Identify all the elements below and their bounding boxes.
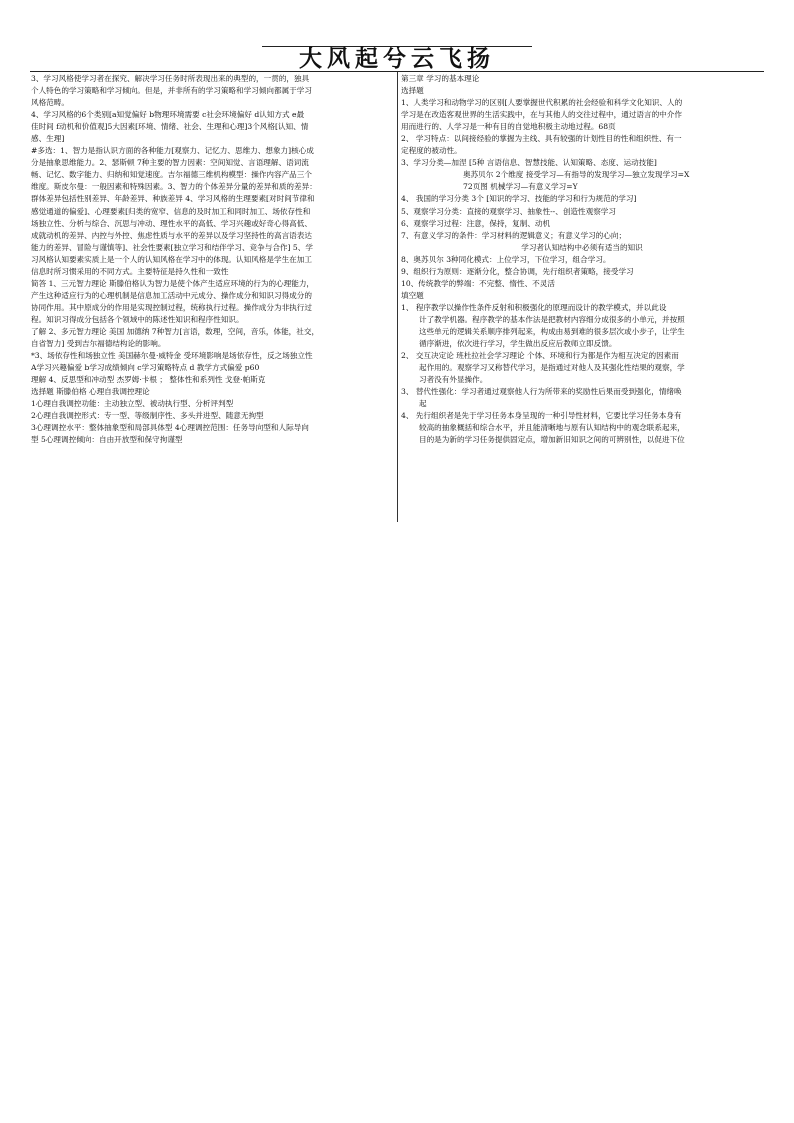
text-line: 第三章 学习的基本理论 (401, 74, 480, 83)
text-line: 2、 交互决定论 班杜拉社会学习理论 个体、环境和行为都是作为相互决定的因素而 (401, 351, 679, 361)
text-line: 起 (419, 399, 427, 409)
text-line: 填空题 (401, 290, 424, 300)
text-line: 奥苏贝尔 2个维度 接受学习—有指导的发现学习—独立发现学习=X (463, 170, 690, 180)
text-line: 起作用的。观察学习又称替代学习，是指通过对他人及其强化性结果的观察，学 (419, 363, 685, 373)
text-line: 学习是在改造客观世界的生活实践中，在与其他人的交往过程中，通过语言的中介作 (401, 110, 682, 120)
text-line: 信息时所习惯采用的不同方式。主要特征是持久性和一致性 (31, 266, 229, 276)
text-line: 8、奥苏贝尔 3种同化模式：上位学习，下位学习，组合学习。 (401, 254, 611, 264)
text-line: 分是抽象思维能力。2、瑟斯顿 7种主要的智力因素：空间知觉、言语理解、语词流 (31, 158, 309, 168)
text-line: 自省智力] 受到吉尔福德结构论的影响。 (31, 339, 166, 349)
text-line: 4、 先行组织者是先于学习任务本身呈现的一种引导性材料，它要比学习任务本身有 (401, 411, 682, 421)
text-line: 理解 4、反思型和冲动型 杰罗姆·卡根 ； 整体性和系列性 戈登·帕斯克 (31, 375, 266, 385)
text-line: 风格范畴。 (31, 98, 69, 108)
text-line: 循序渐进，依次进行学习，学生做出反应后教师立即反馈。 (419, 339, 617, 349)
text-line: 了解 2、多元智力理论 美国 加德纳 7种智力[言语，数理，空间，音乐，体能，社交， (31, 326, 320, 336)
text-line: 群体差异包括性别差异、年龄差异、种族差异 4、学习风格的生理要素[对时间节律和 (31, 194, 315, 204)
text-line: 学习者认知结构中必须有适当的知识 (521, 242, 643, 252)
text-line: 畅、记忆、数字能力、归纳和知觉速度。吉尔福德三维机构模型：操作内容产品三个 (31, 170, 312, 180)
left-column (31, 73, 393, 446)
text-line: 目的是为新的学习任务提供固定点，增加新旧知识之间的可辨别性，以促进下位 (419, 435, 685, 445)
text-line: 习风格认知要素实质上是一个人的认知风格在学习中的体现。认知风格是学生在加工 (31, 254, 312, 264)
text-line: 6、观察学习过程：注意，保持，复制、动机 (401, 218, 551, 228)
text-line: 72页图 机械学习—有意义学习=Y (463, 182, 578, 192)
text-line: 型 5心理调控倾向：自由开放型和保守拘谨型 (31, 435, 183, 445)
text-line: 4、 我国的学习分类 3个 [知识的学习、技能的学习和行为规范的学习] (401, 194, 637, 204)
text-line: 5、观察学习分类：直接的观察学习、抽象性--、创造性观察学习 (401, 206, 616, 216)
text-line: A学习兴趣偏爱 b学习成绩倾向 c学习策略特点 d 教学方式偏爱 p60 (31, 363, 260, 373)
text-line: *3、场依存性和场独立性 美国赫尔曼·威特金 受环境影响是场依存性，反之场独立性 (31, 351, 313, 361)
header-title: 大风起兮云飞扬 (299, 45, 495, 72)
text-line: 1心理自我调控功能：主动独立型、被动执行型、分析评判型 (31, 399, 234, 409)
text-line: 用而进行的、人学习是一种有目的自觉地积极主动地过程。68页 (401, 122, 616, 132)
text-line: 协同作用。其中原成分的作用是实现控制过程，统称执行过程。操作成分为非执行过 (31, 302, 312, 312)
text-line: 产生这种适应行为的心理机制是信息加工活动中元成分、操作成分和知识习得成分的 (31, 290, 312, 300)
text-line: 计了教学机器。程序教学的基本作法是把教材内容细分成很多的小单元，并按照 (419, 314, 685, 324)
page-header (262, 44, 532, 74)
text-line: 较高的抽象概括和综合水平，并且能清晰地与原有认知结构中的观念联系起来， (419, 423, 685, 433)
text-line: 3、 替代性强化：学习者通过观察他人行为所带来的奖励性后果而受到强化，情绪唤 (401, 387, 682, 397)
text-line: 选择题 斯滕伯格 心理自我调控理论 (31, 387, 150, 397)
text-line: 选择题 (401, 86, 424, 96)
text-line: 3、学习风格使学习者在探究、解决学习任务时所表现出来的典型的，一贯的，独具 (31, 74, 310, 83)
text-line: 1、人类学习和动物学习的区别[人要掌握世代积累的社会经验和科学文化知识、人的 (401, 98, 683, 108)
text-line: 个人特色的学习策略和学习倾向。但是，并非所有的学习策略和学习倾向都属于学习 (31, 86, 312, 96)
text-line: 9、组织行为原则：逐渐分化，整合协调，先行组织者策略，接受学习 (401, 266, 634, 276)
text-line: 3心理调控水平：整体抽象型和局部具体型 4心理调控范围：任务导向型和人际导向 (31, 423, 309, 433)
column-divider (397, 72, 398, 522)
text-line: 2、 学习特点：以间接经验的掌握为主线、具有较强的计划性目的性和组织性、有一 (401, 134, 682, 144)
text-line: 程。知识习得成分包括各个领域中的陈述性知识和程序性知识。 (31, 314, 244, 324)
text-line: 这些单元的逻辑关系顺序排列起来，构成由易到难的很多层次或小步子，让学生 (419, 326, 685, 336)
text-line: 维度。斯皮尔曼：一般因素和特殊因素。3、智力的个体差异分量的差异和质的差异： (31, 182, 317, 192)
text-line: 1、 程序教学以操作性条件反射和积极强化的原理而设计的教学模式，并以此设 (401, 302, 667, 312)
text-line: 3、学习分类—加涅 [5种 言语信息、智慧技能、认知策略、态度、运动技能] (401, 158, 657, 168)
text-line: 习者没有外显操作。 (419, 375, 488, 385)
text-line: 4、学习风格的6个类别[a知觉偏好 b物理环境需要 c社会环境偏好 d认知方式 e最 (31, 110, 305, 120)
text-line: 10、传统教学的弊端：不完整、惰性、不灵活 (401, 278, 555, 288)
text-line: 简答 1、三元智力理论 斯滕伯格认为智力是使个体产生适应环境的行为的心理能力， (31, 278, 315, 288)
text-line: 定程度的被动性。 (401, 146, 462, 156)
text-line: 7、有意义学习的条件：学习材料的逻辑意义；有意义学习的心向； (401, 230, 627, 240)
text-line: 2心理自我调控形式：专一型、等级制序性、多头并进型、随意无拘型 (31, 411, 264, 421)
text-line: 能力的差异、冒险与谨慎等]、社会性要素[独立学习和结伴学习、竞争与合作] 5、学 (31, 242, 313, 252)
text-line: 场独立性、分析与综合、沉思与冲动、理性水平的高低、学习兴趣或好奇心得高低、 (31, 218, 312, 228)
right-column (401, 73, 763, 446)
text-line: #多选：1、智力是指认识方面的各种能力[观察力、记忆力、思维力、想象力]核心成 (31, 146, 314, 156)
text-line: 成就动机的差异、内控与外控、焦虑性质与水平的差异以及学习坚持性的高言语表达 (31, 230, 312, 240)
text-line: 感、生理] (31, 134, 65, 144)
text-line: 佳时间 f动机和价值观]5大因素[环境、情绪、社会、生理和心理]3个风格[认知、情 (31, 122, 309, 132)
text-line: 感觉通道的偏爱]、心理要素[归类的宽窄、信息的及时加工和同时加工、场依存性和 (31, 206, 311, 216)
